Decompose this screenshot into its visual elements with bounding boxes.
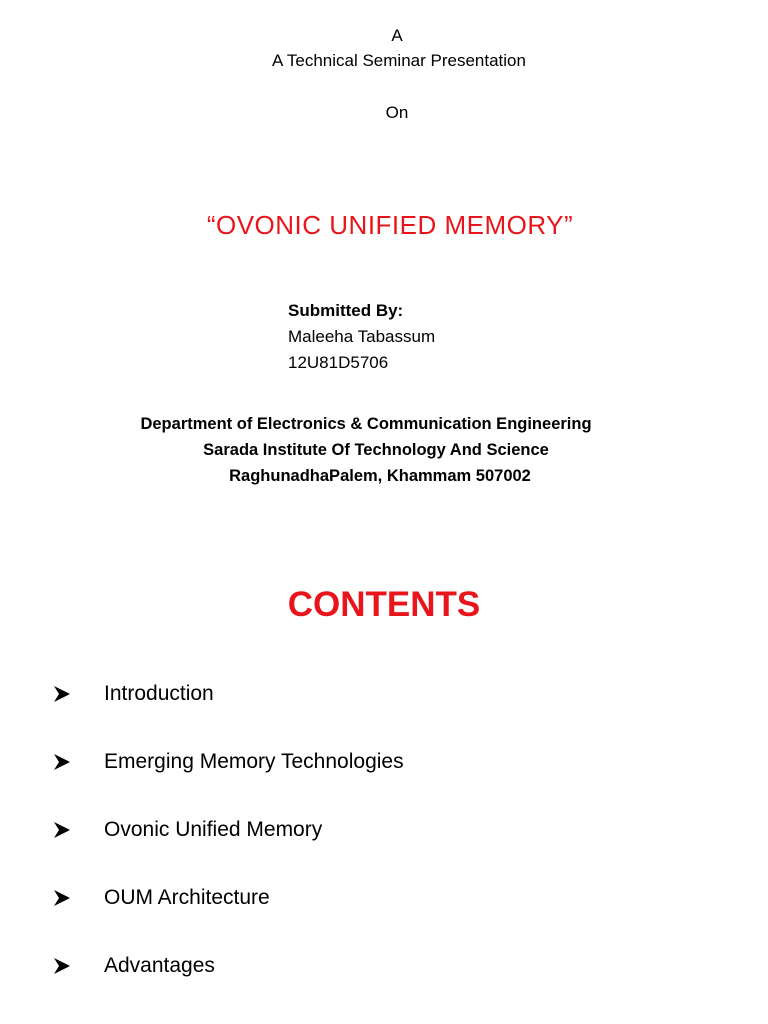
contents-heading: CONTENTS — [287, 585, 481, 624]
department-name: Department of Electronics & Communication Engineering — [140, 415, 592, 433]
list-item — [0, 952, 768, 984]
contents-item-label: Ovonic Unified Memory — [104, 818, 323, 841]
seminar-title: “OVONIC UNIFIED MEMORY” — [206, 210, 574, 240]
contents-item-label: OUM Architecture — [104, 886, 270, 909]
contents-item-label: Introduction — [104, 682, 214, 705]
submitted-by-label: Submitted By: — [288, 301, 404, 320]
presentation-type: A Technical Seminar Presentation — [272, 51, 526, 70]
intro-on: On — [385, 103, 409, 122]
intro-letter: A — [391, 26, 403, 45]
institute-address: RaghunadhaPalem, Khammam 507002 — [229, 467, 531, 485]
list-item — [0, 816, 768, 848]
list-item — [0, 748, 768, 780]
student-id: 12U81D5706 — [288, 353, 389, 372]
arrowhead-bullet-icon — [52, 684, 72, 704]
arrowhead-bullet-icon — [52, 956, 72, 976]
submitted-by-block — [288, 298, 435, 376]
list-item — [0, 884, 768, 916]
contents-slide — [0, 560, 768, 1024]
contents-item-label: Advantages — [104, 954, 215, 977]
student-name: Maleeha Tabassum — [288, 327, 436, 346]
arrowhead-bullet-icon — [52, 820, 72, 840]
contents-item-label: Emerging Memory Technologies — [104, 750, 404, 773]
list-item — [0, 680, 768, 712]
arrowhead-bullet-icon — [52, 752, 72, 772]
arrowhead-bullet-icon — [52, 888, 72, 908]
institute-name: Sarada Institute Of Technology And Science — [203, 441, 549, 459]
